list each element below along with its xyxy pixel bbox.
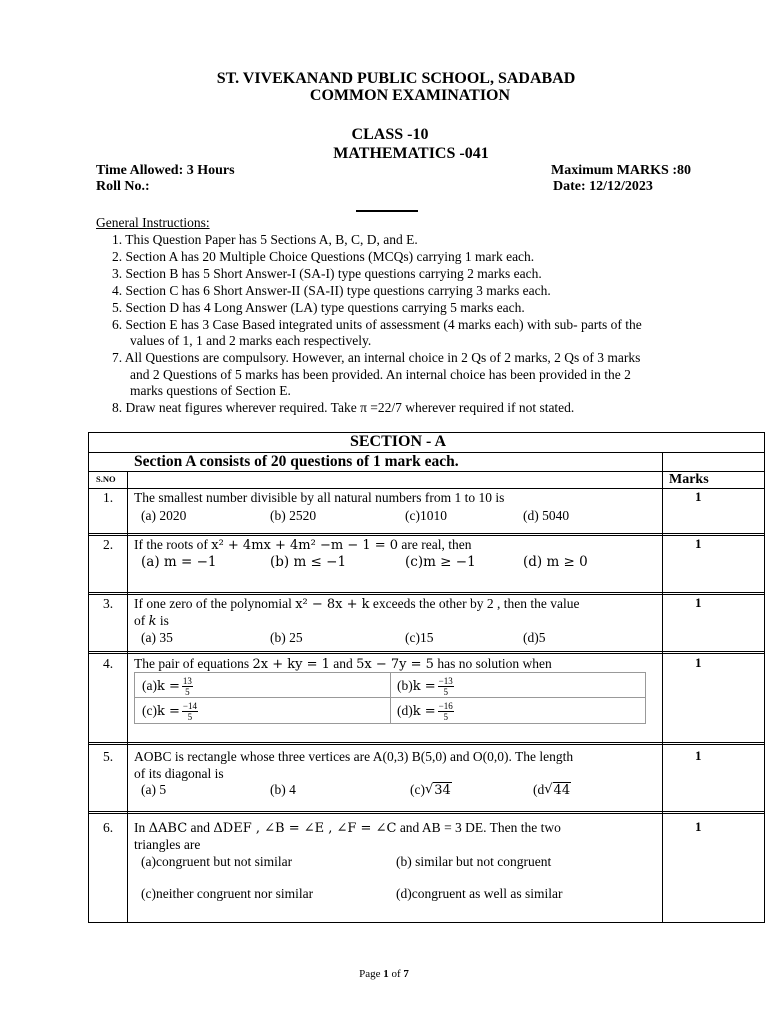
equation: 5x − 7y = 5 <box>356 657 434 672</box>
instruction-item: 8. Draw neat figures wherever required. Take π =22/7 wherever required if not stated. <box>112 400 575 415</box>
page-total: 7 <box>403 968 409 980</box>
option-d: (d) m ≥ 0 <box>523 554 588 570</box>
instruction-item: 5. Section D has 4 Long Answer (LA) type questions carrying 5 marks each. <box>112 300 525 315</box>
table-rule <box>88 744 765 745</box>
page-footer <box>0 968 768 980</box>
roll-number: Roll No.: <box>96 179 150 194</box>
question-marks: 1 <box>695 489 702 504</box>
table-rule <box>127 471 128 923</box>
option-c <box>410 782 452 798</box>
instruction-item: and 2 Questions of 5 marks has been provided. An internal choice has been provided in the 2 <box>130 367 631 382</box>
question-text-part: and <box>187 820 214 835</box>
question-marks: 1 <box>695 748 702 763</box>
question-text <box>134 656 552 672</box>
math-expression: ΔABC <box>148 821 188 836</box>
option-c: (c)neither congruent nor similar <box>141 886 314 901</box>
table-rule <box>88 651 765 652</box>
instruction-item: 7. All Questions are compulsory. However, an internal choice in 2 Qs of 2 marks, 2 Qs of 3 marks <box>112 350 641 365</box>
option-d <box>397 700 454 722</box>
radicand: 44 <box>553 783 571 798</box>
radical-sign: √ <box>544 782 553 797</box>
numerator: −14 <box>182 700 197 711</box>
option-c: (c)1010 <box>405 508 447 523</box>
table-rule <box>88 488 765 489</box>
equation: x² − 8x + k <box>295 597 370 612</box>
page-number: 1 <box>383 968 389 980</box>
radical-sign: √ <box>424 782 434 797</box>
table-rule <box>662 452 663 923</box>
table-rule <box>88 811 765 812</box>
instruction-item: 3. Section B has 5 Short Answer-I (SA-I) type questions carrying 2 marks each. <box>112 266 542 281</box>
option-b: (b) 4 <box>270 782 296 797</box>
fraction <box>438 676 454 697</box>
instruction-item: 6. Section E has 3 Case Based integrated units of assessment (4 marks each) with sub- parts of the <box>112 317 642 332</box>
question-number: 6. <box>103 820 114 835</box>
class-label: CLASS -10 <box>351 126 429 143</box>
option-b: (b) 2520 <box>270 508 317 523</box>
table-rule <box>88 471 765 472</box>
option-lhs: k = <box>156 703 180 719</box>
option-d <box>533 782 571 798</box>
denominator: 5 <box>443 711 448 722</box>
fraction <box>182 676 193 697</box>
question-text-part: exceeds the other by 2 , then the value <box>369 596 580 611</box>
question-marks: 1 <box>695 655 702 670</box>
option-lhs: k = <box>412 703 436 719</box>
option-b <box>397 675 454 697</box>
option-label: (c) <box>410 782 425 797</box>
question-text <box>134 613 169 629</box>
marks-header: Marks <box>669 472 709 487</box>
sno-header: S.NO <box>96 474 116 484</box>
square-root <box>425 782 452 798</box>
question-text-part: In <box>134 820 149 835</box>
equation: x² + 4mx + 4m² −m − 1 = 0 <box>211 538 399 553</box>
fraction <box>182 701 198 722</box>
question-text-part: If one zero of the polynomial <box>134 596 296 611</box>
option-label: (c) <box>142 703 157 718</box>
question-number: 2. <box>103 537 114 552</box>
option-c <box>142 700 198 722</box>
option-a: (a) 35 <box>141 630 173 645</box>
table-rule <box>88 535 765 536</box>
numerator: −16 <box>438 700 453 711</box>
option-a: (a) m = −1 <box>141 554 217 570</box>
option-c: (c)15 <box>405 630 434 645</box>
table-rule <box>88 533 765 534</box>
instructions-heading: General Instructions: <box>96 215 210 230</box>
section-title: SECTION - A <box>349 433 447 450</box>
table-rule <box>88 742 765 743</box>
option-lhs: k = <box>412 678 436 694</box>
instruction-item: 1. This Question Paper has 5 Sections A, B, C, D, and E. <box>112 232 418 247</box>
table-rule <box>88 813 765 814</box>
question-text-part: of <box>134 613 149 628</box>
subject-label: MATHEMATICS -041 <box>333 145 489 162</box>
square-root <box>544 782 571 798</box>
table-rule <box>88 592 765 593</box>
options-grid-rule <box>390 672 391 724</box>
variable: k <box>148 614 157 629</box>
option-d: (d) 5040 <box>523 508 570 523</box>
option-a: (a)congruent but not similar <box>141 854 293 869</box>
question-marks: 1 <box>695 595 702 610</box>
denominator: 5 <box>185 686 190 697</box>
question-marks: 1 <box>695 819 702 834</box>
table-rule <box>88 653 765 654</box>
question-number: 3. <box>103 596 114 611</box>
time-allowed: Time Allowed: 3 Hours <box>96 163 235 178</box>
question-text-part: is <box>156 613 169 628</box>
question-text-part: and <box>329 656 357 671</box>
question-text-part: has no solution when <box>433 656 552 671</box>
option-label: (b) <box>397 678 413 693</box>
option-label: (d) <box>397 703 413 718</box>
math-expression: ΔDEF <box>213 821 252 836</box>
question-number: 1. <box>103 490 114 505</box>
question-text <box>134 596 579 612</box>
page-word: Page <box>359 968 384 980</box>
question-text: AOBC is rectangle whose three vertices are A(0,3) B(5,0) and O(0,0). The length <box>134 749 574 764</box>
question-text-part: are real, then <box>398 537 472 552</box>
equation: 2x + ky = 1 <box>252 657 330 672</box>
question-text <box>134 537 472 553</box>
table-rule <box>88 594 765 595</box>
option-d: (d)congruent as well as similar <box>396 886 563 901</box>
question-marks: 1 <box>695 536 702 551</box>
option-b: (b) m ≤ −1 <box>270 554 347 570</box>
option-b: (b) 25 <box>270 630 303 645</box>
instruction-item: marks questions of Section E. <box>130 383 291 398</box>
option-label: (a) <box>142 678 157 693</box>
of-word: of <box>388 968 404 980</box>
option-b: (b) similar but not congruent <box>396 854 552 869</box>
question-text <box>134 820 561 836</box>
school-name: ST. VIVEKANAND PUBLIC SCHOOL, SADABAD <box>216 70 576 87</box>
question-number: 5. <box>103 749 114 764</box>
numerator: −13 <box>438 675 453 686</box>
denominator: 5 <box>443 686 448 697</box>
option-a: (a) 5 <box>141 782 167 797</box>
question-text-part: and AB = 3 DE. Then the two <box>396 820 561 835</box>
option-c: (c)m ≥ −1 <box>405 554 476 570</box>
question-number: 4. <box>103 656 114 671</box>
option-d: (d)5 <box>523 630 546 645</box>
option-lhs: k = <box>156 678 180 694</box>
header-divider <box>356 210 418 212</box>
fraction <box>438 701 454 722</box>
radicand: 34 <box>434 783 451 798</box>
maximum-marks: Maximum MARKS :80 <box>551 163 691 178</box>
numerator: 13 <box>182 675 192 686</box>
question-text: triangles are <box>134 837 201 852</box>
denominator: 5 <box>187 711 193 722</box>
question-text: The smallest number divisible by all natural numbers from 1 to 10 is <box>134 490 505 505</box>
instruction-item: 2. Section A has 20 Multiple Choice Questions (MCQs) carrying 1 mark each. <box>112 249 535 264</box>
question-text-part: The pair of equations <box>134 656 253 671</box>
question-text: of its diagonal is <box>134 766 224 781</box>
exam-date: Date: 12/12/2023 <box>553 179 653 194</box>
question-text-part: If the roots of <box>134 537 212 552</box>
section-subtitle: Section A consists of 20 questions of 1 mark each. <box>134 453 459 470</box>
option-a: (a) 2020 <box>141 508 187 523</box>
math-expression: , ∠B = ∠E , ∠F = ∠C <box>251 821 397 836</box>
exam-name: COMMON EXAMINATION <box>309 87 511 104</box>
instruction-item: values of 1, 1 and 2 marks each respectively. <box>130 333 372 348</box>
option-a <box>142 675 193 697</box>
instruction-item: 4. Section C has 6 Short Answer-II (SA-II) type questions carrying 3 marks each. <box>112 283 551 298</box>
option-label: (d <box>533 782 545 797</box>
